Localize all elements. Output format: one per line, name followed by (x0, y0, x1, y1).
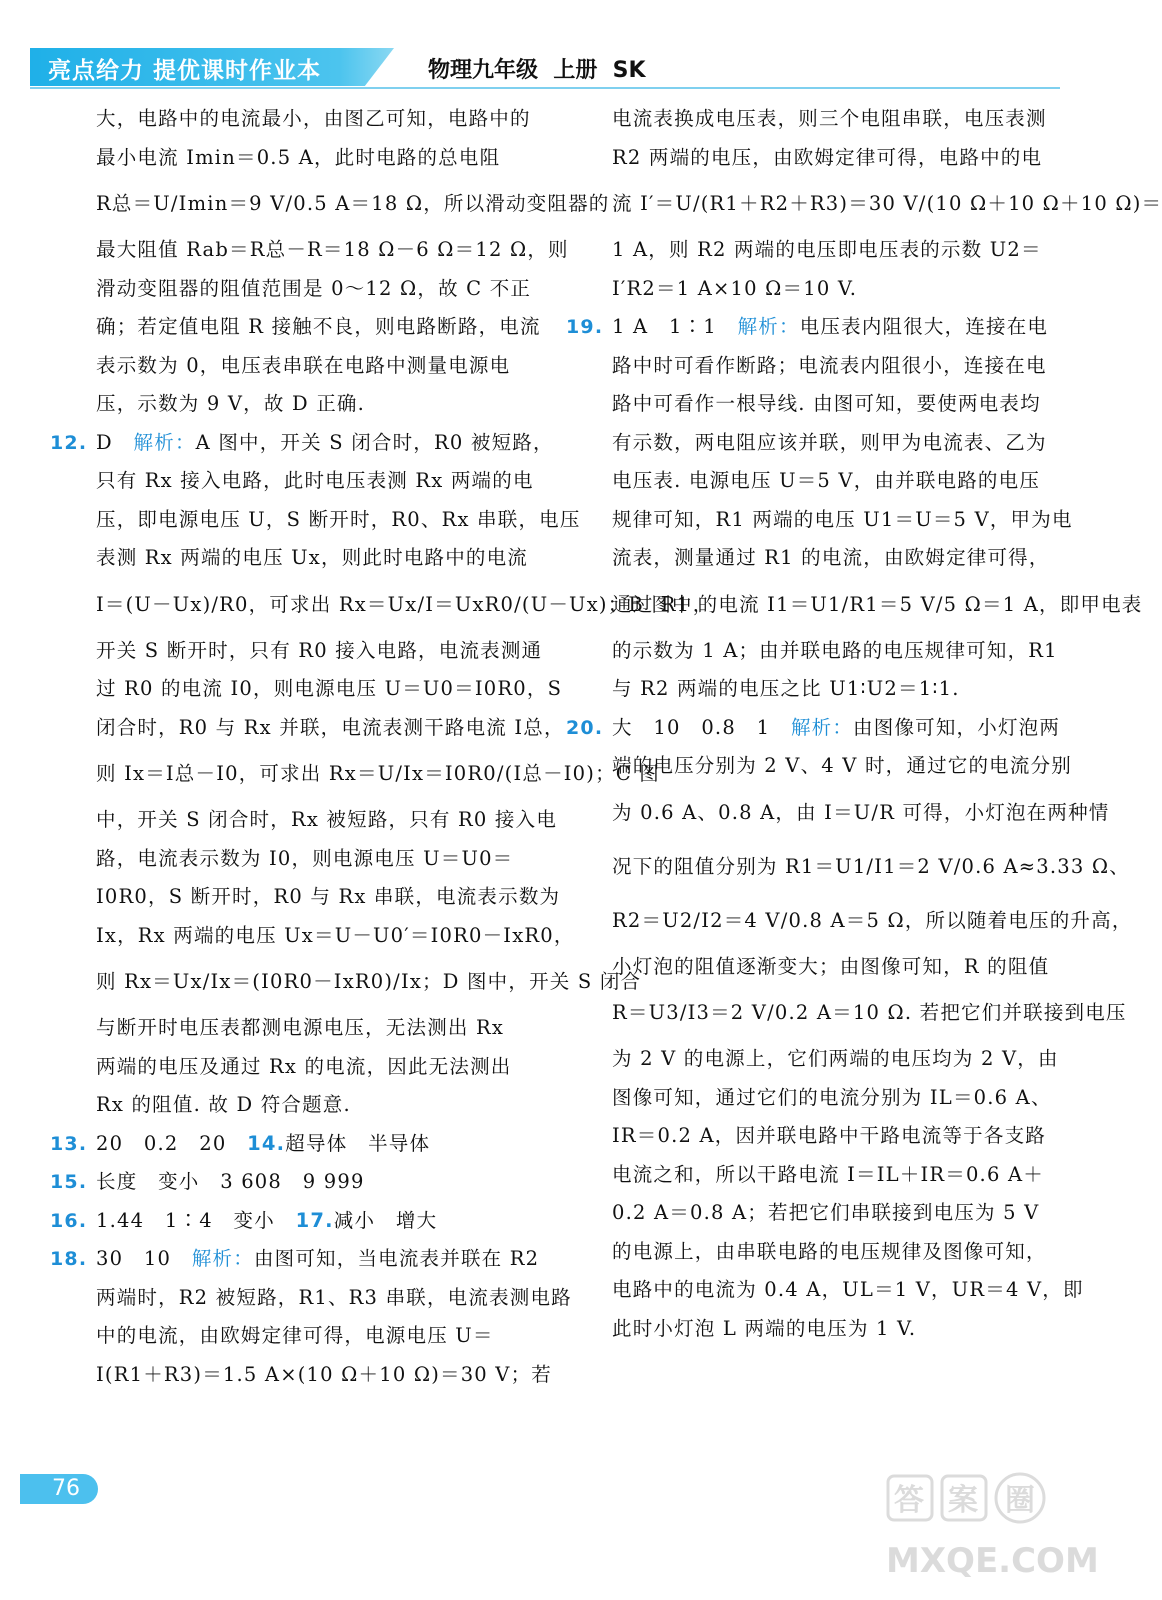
line-text: 中，开关 S 闭合时，Rx 被短路，只有 R0 接入电 (96, 808, 558, 831)
line-text: 有示数，两电阻应该并联，则甲为电流表、乙为 (612, 430, 1047, 454)
text-line (96, 955, 642, 1009)
text-line (566, 709, 1061, 748)
line-text: 电流表换成电压表，则三个电阻串联，电压表测 (612, 107, 1047, 130)
line-text: 电压表内阻很大，连接在电 (799, 315, 1049, 338)
line-text: 电流之和，所以干路电流 I＝IL＋IR＝0.6 A＋ (612, 1162, 1044, 1186)
text-line (612, 747, 1072, 786)
text-line (612, 894, 1133, 948)
text-line (96, 840, 536, 879)
text-line (96, 501, 581, 540)
text-line (96, 539, 536, 578)
text-line (612, 1310, 1060, 1349)
line-text: 减小 增大 (333, 1208, 438, 1232)
text-line (612, 139, 1060, 178)
question-number: 16. (50, 1209, 88, 1232)
answer-text: 1 A 1∶1 (612, 315, 717, 338)
line-text: 最大阻值 Rab＝R总－R＝18 Ω－6 Ω＝12 Ω，则 (96, 238, 569, 261)
line-text: 与断开时电压表都测电源电压，无法测出 Rx (96, 1016, 505, 1039)
text-line (96, 231, 569, 270)
text-line (96, 308, 541, 347)
line-text: 两端时，R2 被短路，R1、R3 串联，电流表测电路 (96, 1285, 572, 1309)
text-line (96, 177, 610, 231)
subject-grade-label: 物理九年级 上册 SK (428, 58, 646, 83)
line-text: 确；若定值电阻 R 接触不良，则电路断路，电流 (96, 315, 541, 338)
line-text: 开关 S 断开时，只有 R0 接入电路，电流表测通 (96, 638, 543, 662)
line-text: 闭合时，R0 与 Rx 并联，电流表测干路电流 I总， (96, 715, 565, 739)
text-line (96, 139, 536, 178)
line-text: 1 A，则 R2 两端的电压即电压表的示数 U2＝ (612, 238, 1042, 261)
line-text: R2 两端的电压，由欧姆定律可得，电路中的电 (612, 145, 1043, 169)
watermark-char-1: 答 (894, 1483, 924, 1518)
question-number: 17. (295, 1208, 334, 1232)
line-text: 则 Rx＝Ux/Ix＝(I0R0－IxR0)/Ix；D 图中，开关 S 闭合 (96, 970, 642, 993)
text-line (96, 1356, 552, 1395)
watermark-url: MXQE.COM (886, 1541, 1099, 1581)
question-number: 19. (566, 316, 604, 338)
text-line (612, 670, 1060, 709)
line-text: 规律可知，R1 两端的电压 U1＝U＝5 V，甲为电 (612, 507, 1073, 531)
line-text: 路中可看作一根导线. 由图可知，要使两电表均 (612, 392, 1041, 415)
text-line (96, 347, 536, 386)
question-number: 15. (50, 1171, 88, 1193)
line-text: Rx 的阻值. 故 D 符合题意. (96, 1093, 351, 1116)
line-text: Ix，Rx 两端的电压 Ux＝U－U0′＝I0R0－IxR0， (96, 923, 575, 947)
text-line (612, 632, 1060, 671)
text-line (612, 1194, 1060, 1233)
text-line (612, 1156, 1060, 1195)
line-text: 流 I′＝U/(R1＋R2＋R3)＝30 V/(10 Ω＋10 Ω＋10 Ω)＝ (612, 192, 1162, 215)
book-series-title: 亮点给力 提优课时作业本 (48, 58, 322, 84)
text-line (96, 670, 563, 709)
line-text: I′R2＝1 A×10 Ω＝10 V. (612, 276, 858, 300)
line-text: 压，示数为 9 V，故 D 正确. (96, 392, 366, 415)
line-text: 20 0.2 20 (96, 1131, 248, 1155)
text-line (96, 1009, 536, 1048)
text-line (566, 308, 1060, 347)
line-text: 表示数为 0，电压表串联在电路中测量电源电 (96, 353, 511, 377)
line-text: 只有 Rx 接入电路，此时电压表测 Rx 两端的电 (96, 469, 534, 492)
analysis-label: 解析： (191, 1247, 254, 1270)
answer-text: 30 10 (96, 1247, 172, 1270)
line-text: 则 Ix＝I总－I0，可求出 Rx＝U/Ix＝I0R0/(I总－I0)；C 图 (96, 762, 661, 785)
line-text: 中的电流，由欧姆定律可得，电源电压 U＝ (96, 1324, 494, 1347)
right-column (566, 100, 1162, 1348)
text-line (612, 1271, 1084, 1310)
text-line (612, 231, 1060, 270)
line-text: 电路中的电流为 0.4 A，UL＝1 V，UR＝4 V，即 (612, 1278, 1084, 1301)
line-text: 况下的阻值分别为 R1＝U1/I1＝2 V/0.6 A≈3.33 Ω、 (612, 854, 1130, 878)
text-line (612, 986, 1127, 1040)
line-text: 超导体 半导体 (285, 1131, 431, 1155)
line-text: I0R0，S 断开时，R0 与 Rx 串联，电流表示数为 (96, 885, 561, 908)
line-text: R总＝U/Imin＝9 V/0.5 A＝18 Ω，所以滑动变阻器的 (96, 192, 610, 215)
text-line (612, 347, 1060, 386)
line-text: 两端的电压及通过 Rx 的电流，因此无法测出 (96, 1054, 512, 1078)
text-line (612, 1079, 1060, 1118)
answer-text: 大 10 0.8 1 (612, 715, 771, 739)
text-line (612, 462, 1060, 501)
line-text: 此时小灯泡 L 两端的电压为 1 V. (612, 1316, 917, 1340)
question-number: 18. (50, 1248, 88, 1270)
text-line (612, 177, 1162, 231)
line-text: 长度 变小 3 608 9 999 (96, 1170, 365, 1193)
line-text: 流表，测量通过 R1 的电流，由欧姆定律可得， (612, 546, 1050, 569)
line-text: 与 R2 两端的电压之比 U1∶U2＝1∶1. (612, 677, 960, 700)
text-line (96, 385, 536, 424)
line-text: 滑动变阻器的阻值范围是 0～12 Ω，故 C 不正 (96, 276, 532, 300)
text-line (612, 539, 1060, 578)
line-text: 大，电路中的电流最小，由图乙可知，电路中的 (96, 107, 531, 130)
text-line (96, 801, 558, 840)
line-text: I(R1＋R3)＝1.5 A×(10 Ω＋10 Ω)＝30 V；若 (96, 1362, 552, 1386)
text-line (96, 1048, 536, 1087)
text-line (96, 917, 575, 956)
text-line (96, 462, 536, 501)
question-number: 12. (50, 431, 88, 454)
text-line (612, 1233, 1060, 1272)
text-line (96, 1317, 536, 1356)
line-text: 由图可知，当电流表并联在 R2 (253, 1247, 540, 1270)
line-text: R＝U3/I3＝2 V/0.2 A＝10 Ω. 若把它们并联接到电压 (612, 1001, 1127, 1024)
line-text: 端的电压分别为 2 V、4 V 时，通过它的电流分别 (612, 754, 1072, 777)
text-line (612, 578, 1143, 632)
question-number: 14. (247, 1131, 286, 1155)
text-line (612, 424, 1060, 463)
line-text: R2＝U2/I2＝4 V/0.8 A＝5 Ω，所以随着电压的升高， (612, 908, 1133, 932)
line-text: I＝(U－Ux)/R0，可求出 Rx＝Ux/I＝UxR0/(U－Ux)；B 图中， (96, 592, 714, 616)
text-line (96, 632, 543, 671)
text-line (96, 578, 714, 632)
text-line (50, 424, 554, 463)
text-line (96, 747, 661, 801)
text-line (96, 1279, 572, 1318)
text-line (96, 100, 536, 139)
text-line (50, 1163, 536, 1202)
text-line (612, 948, 1060, 987)
analysis-label: 解析： (790, 715, 854, 739)
line-text: 为 0.6 A、0.8 A，由 I＝U/R 可得，小灯泡在两种情 (612, 800, 1110, 824)
analysis-label: 解析： (133, 430, 196, 454)
text-line (96, 270, 536, 309)
line-text: 路，电流表示数为 I0，则电源电压 U＝U0＝ (96, 846, 514, 870)
text-line (612, 1040, 1060, 1079)
line-text: 压，即电源电压 U，S 断开时，R0、Rx 串联，电压 (96, 507, 581, 531)
watermark-char-3: 圈 (1005, 1483, 1035, 1518)
line-text: A 图中，开关 S 闭合时，R0 被短路， (195, 430, 554, 454)
answer-text: D (96, 430, 113, 454)
line-text: 最小电流 Imin＝0.5 A，此时电路的总电阻 (96, 145, 501, 169)
text-line (612, 100, 1060, 139)
header-divider (30, 87, 1060, 89)
watermark-char-2: 案 (948, 1483, 978, 1518)
watermark-logo (880, 1470, 1099, 1590)
line-text: 通过 R1 的电流 I1＝U1/R1＝5 V/5 Ω＝1 A，即甲电表 (612, 592, 1143, 616)
question-number: 13. (50, 1132, 88, 1155)
line-text: 电压表. 电源电压 U＝5 V，由并联电路的电压 (612, 469, 1041, 492)
text-line (612, 270, 1060, 309)
line-text: 由图像可知，小灯泡两 (853, 715, 1061, 739)
line-text: 的电源上，由串联电路的电压规律及图像可知， (612, 1239, 1047, 1263)
text-line (96, 1086, 536, 1125)
text-line (612, 840, 1130, 894)
line-text: 路中时可看作断路；电流表内阻很小，连接在电 (612, 353, 1047, 377)
analysis-label: 解析： (737, 315, 800, 338)
line-text: 的示数为 1 A；由并联电路的电压规律可知，R1 (612, 638, 1058, 662)
text-line (612, 786, 1110, 840)
text-line (50, 1240, 540, 1279)
text-line (612, 1117, 1060, 1156)
text-line (50, 1125, 536, 1164)
line-text: 0.2 A＝0.8 A；若把它们串联接到电压为 5 V (612, 1201, 1040, 1224)
question-number: 20. (566, 716, 604, 739)
text-line (612, 385, 1060, 424)
text-line (96, 878, 561, 917)
text-line (612, 501, 1073, 540)
line-text: 1.44 1∶4 变小 (96, 1208, 296, 1232)
text-line (96, 709, 565, 748)
line-text: 为 2 V 的电源上，它们两端的电压均为 2 V，由 (612, 1047, 1059, 1070)
line-text: IR＝0.2 A，因并联电路中干路电流等于各支路 (612, 1124, 1046, 1147)
line-text: 图像可知，通过它们的电流分别为 IL＝0.6 A、 (612, 1085, 1052, 1109)
line-text: 小灯泡的阻值逐渐变大；由图像可知，R 的阻值 (612, 954, 1050, 978)
text-line (50, 1202, 536, 1241)
page-number: 76 (20, 1474, 98, 1504)
line-text: 过 R0 的电流 I0，则电源电压 U＝U0＝I0R0，S (96, 677, 563, 700)
line-text: 表测 Rx 两端的电压 Ux，则此时电路中的电流 (96, 546, 529, 569)
